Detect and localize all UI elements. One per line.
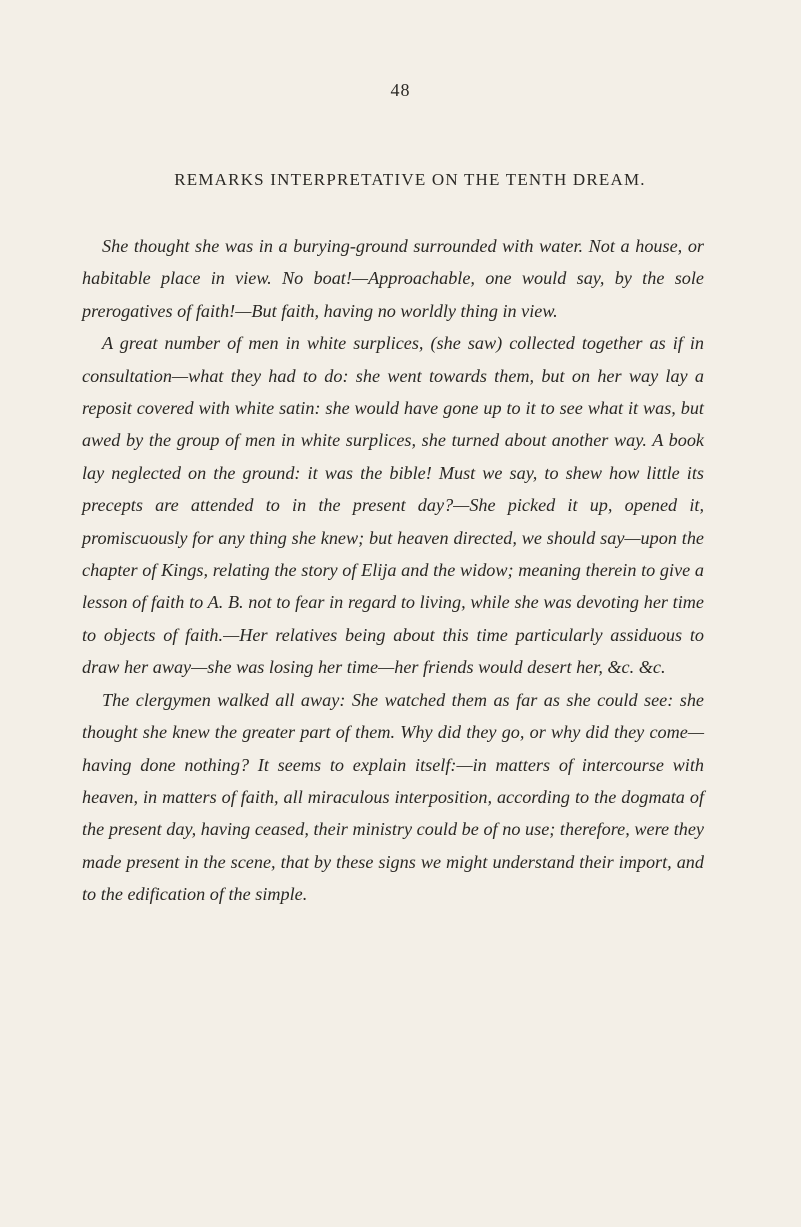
paragraph: The clergymen walked all away: She watched them as far as she could see: she thought she knew the greater part of them. Why did they go, or why did they come—having done nothing? It seems to explain itself:—in matters of intercourse with heaven, in matters of faith, all miraculous interposition, according to the dogmata of the present day, having ceased, their ministry could be of no use; therefore, were they made present in the scene, that by these signs we might understand their import, and to the edification of the simple.	[82, 689, 704, 905]
chapter-heading: REMARKS INTERPRETATIVE ON THE TENTH DREAM.	[174, 170, 646, 189]
page-number: 48	[390, 80, 411, 100]
body-text	[82, 230, 704, 911]
paragraph: A great number of men in white surplices, (she saw) collected together as if in consultation—what they had to do: she went towards them, but on her way lay a reposit covered with white satin: she would have gone up to it to see what it was, but awed by the group of men in white surplices, she turned about another way. A book lay neglected on the ground: it was the bible! Must we say, to shew how little its precepts are attended to in the present day?—She picked it up, opened it, promiscuously for any thing she knew; but heaven directed, we should say—upon the chapter of Kings, relating the story of Elija and the widow; meaning therein to give a lesson of faith to A. B. not to fear in regard to living, while she was devoting her time to objects of faith.—Her relatives being about this time particularly assiduous to draw her away—she was losing her time—her friends would desert her, &c. &c.	[82, 333, 704, 678]
paragraph: She thought she was in a burying-ground surrounded with water. Not a house, or habitable place in view. No boat!—Approachable, one would say, by the sole prerogatives of faith!—But faith, having no worldly thing in view.	[82, 236, 704, 321]
